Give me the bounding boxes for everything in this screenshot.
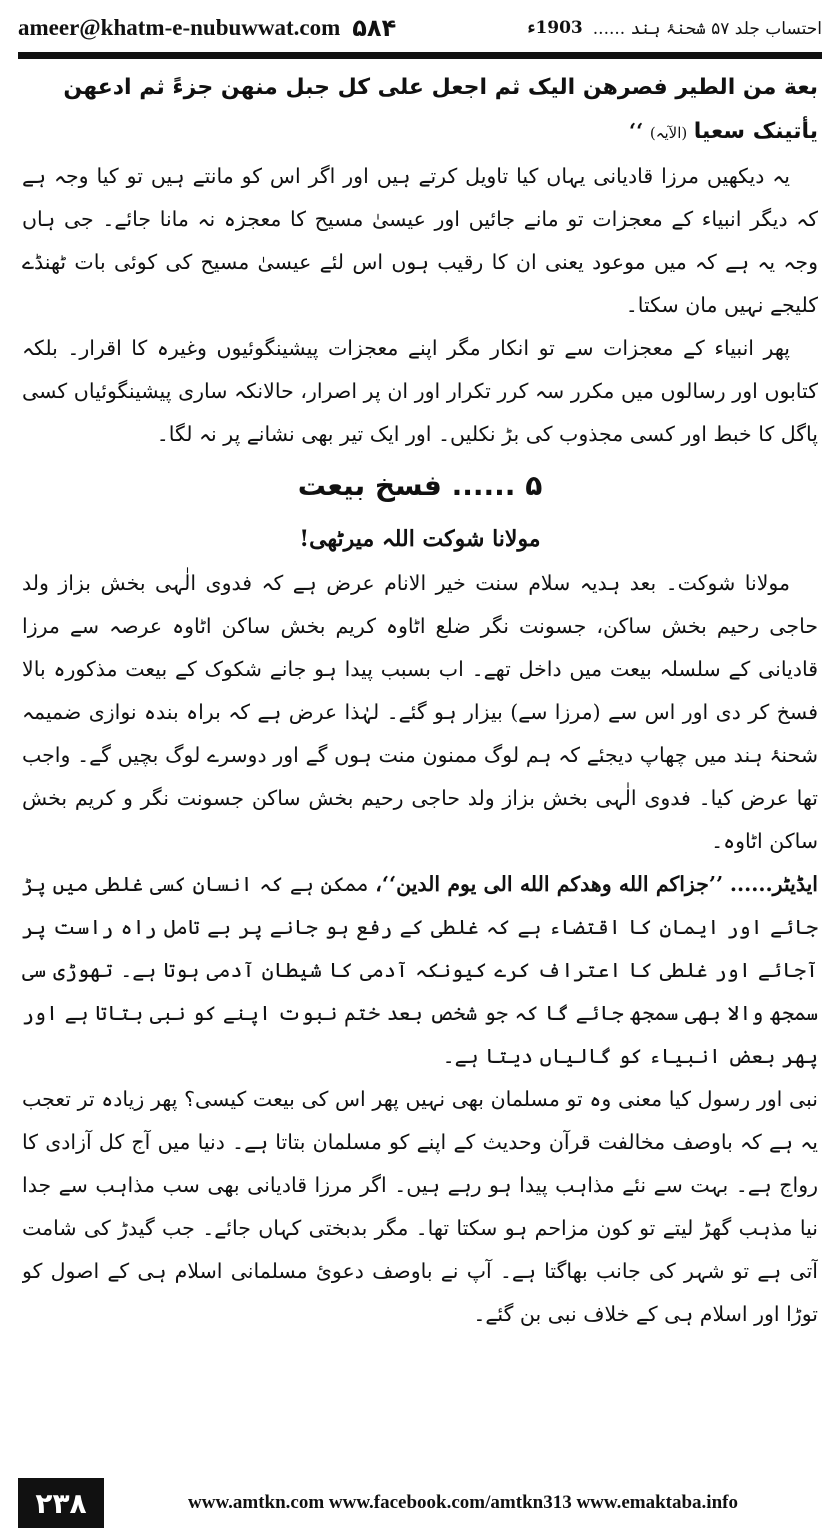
paragraph-4-text: ممکن ہے کہ انسان کسی غلطی میں پڑ جائے اور ایمان کا اقتضاء ہے کہ غلطی کے رفع ہو جانے پر بے تامل راہ راست پر آجائے اور غلطی کا اعتراف کرے کیونکہ آدمی کا شیطان آدمی ہوتا ہے۔ تھوڑی سی سمجھ والا بھی سمجھ جائے گا کہ جو شخص بعد ختم نبوت اپنے کو نبی بتاتا ہے اور پھر بعض انبیاء کو گالیاں دیتا ہے۔ xyxy=(22,872,818,1068)
editor-quote: ’’جزاکم الله وهدکم الله الی یوم الدین‘‘، xyxy=(375,872,724,896)
header-right xyxy=(527,18,822,39)
paragraph-5: نبی اور رسول کیا معنی وہ تو مسلمان بھی نہیں پھر اس کی بیعت کیسی؟ پھر زیادہ تر تعجب یہ ہے کہ باوصف مخالفت قرآن وحدیث کے اپنے کو مسلمان بتاتا ہے۔ دنیا میں آج کل آزادی کا رواج ہے۔ بہت سے نئے مذاہب پیدا ہو رہے ہیں۔ اگر مرزا قادیانی بھی سب مذاہب سے جدا نیا مذہب گھڑ لیتے تو کون مزاحم ہو سکتا تھا۔ مگر بدبختی کہاں جائے۔ جب گیدڑ کی شامت آتی ہے تو شہر کی جانب بھاگتا ہے۔ آپ نے باوصف دعوئ مسلمانی اسلام ہی کے اصول کو توڑا اور اسلام ہی کے خلاف نبی بن گئے۔ xyxy=(22,1087,818,1326)
header-page-number: ۵۸۴ xyxy=(352,14,397,42)
page-header xyxy=(18,10,822,46)
quote-line-2 xyxy=(22,110,818,155)
header-email[interactable]: ameer@khatm-e-nubuwwat.com xyxy=(18,15,341,40)
quote-line-1: بعة من الطير فصرهن اليک ثم اجعل علی کل جبل منهن جزءً ثم ادعهن xyxy=(63,75,818,100)
quote-close: ‘‘ xyxy=(629,119,644,143)
paragraph-2: پھر انبیاء کے معجزات سے تو انکار مگر اپنے معجزات پیشینگوئیوں وغیرہ کا اقرار۔ بلکہ کتابوں اور رسالوں میں مکرر سہ کرر تکرار اور ان پر اصرار، حالانکہ ساری پیشینگوئیاں کسی پاگل کا خبط اور کسی مجذوب کی بڑ نکلیں۔ اور ایک تیر بھی نشانے پر نہ لگا۔ xyxy=(22,336,818,446)
header-left xyxy=(18,14,396,42)
quote-line-2-text: یأتینک سعیا xyxy=(693,119,818,144)
paragraph-4 xyxy=(22,863,818,1078)
header-year: 1903ء xyxy=(527,18,583,38)
footer-page-number: ۲۳۸ xyxy=(18,1478,104,1528)
header-title: احتساب جلد ۵۷ شحنۂ ہند ...... xyxy=(592,18,822,39)
paragraph-1: یہ دیکھیں مرزا قادیانی یہاں کیا تاویل کرتے ہیں اور اگر اس کو مانتے ہیں تو کیا وجہ ہے کہ دیگر انبیاء کے معجزات تو مانے جائیں اور عیسیٰ مسیح کا معجزہ نہ مانا جائے۔ جی ہاں وجہ یہ ہے کہ میں موعود یعنی ان کا رقیب ہوں اس لئے عیسیٰ مسیح کی کوئی بات ٹھنڈے کلیجے نہیں مان سکتا۔ xyxy=(22,164,818,317)
footer-links[interactable]: www.amtkn.com www.facebook.com/amtkn313 www.emaktaba.info xyxy=(188,1492,738,1513)
page-content xyxy=(22,66,818,1458)
quote-ref: (الآیہ) xyxy=(649,124,688,142)
page-footer xyxy=(18,1474,822,1532)
editor-label: ایڈیٹر...... xyxy=(729,872,818,896)
section-number: ۵ xyxy=(525,469,543,502)
section-subtitle: مولانا شوکت اللہ میرٹھی! xyxy=(299,526,541,552)
section-heading xyxy=(22,458,818,514)
paragraph-3: مولانا شوکت۔ بعد ہدیہ سلام سنت خیر الانام عرض ہے کہ فدوی الٰہی بخش بزاز ولد حاجی رحیم بخش ساکن، جسونت نگر ضلع اٹاوہ کریم بخش ساکن اٹاوہ عرصہ سے مرزا قادیانی کے سلسلہ بیعت میں داخل تھے۔ اب بسبب پیدا ہو جانے شکوک کے بیعت مذکورہ بالا فسخ کر دی اور اس سے (مرزا سے) بیزار ہو گئے۔ لہٰذا عرض ہے کہ براہ بندہ نوازی ضمیمہ شحنۂ ہند میں چھاپ دیجئے کہ ہم لوگ ممنون منت ہوں گے اور دوسرے لوگ بچیں گے۔ واجب تھا عرض کیا۔ فدوی الٰہی بخش بزاز ولد حاجی رحیم بخش ساکن جسونت نگر و کریم بخش ساکن اٹاوہ۔ xyxy=(22,571,818,853)
header-rule xyxy=(18,52,822,59)
section-dots: ...... xyxy=(451,469,516,502)
section-title: فسخ بیعت xyxy=(297,469,442,502)
